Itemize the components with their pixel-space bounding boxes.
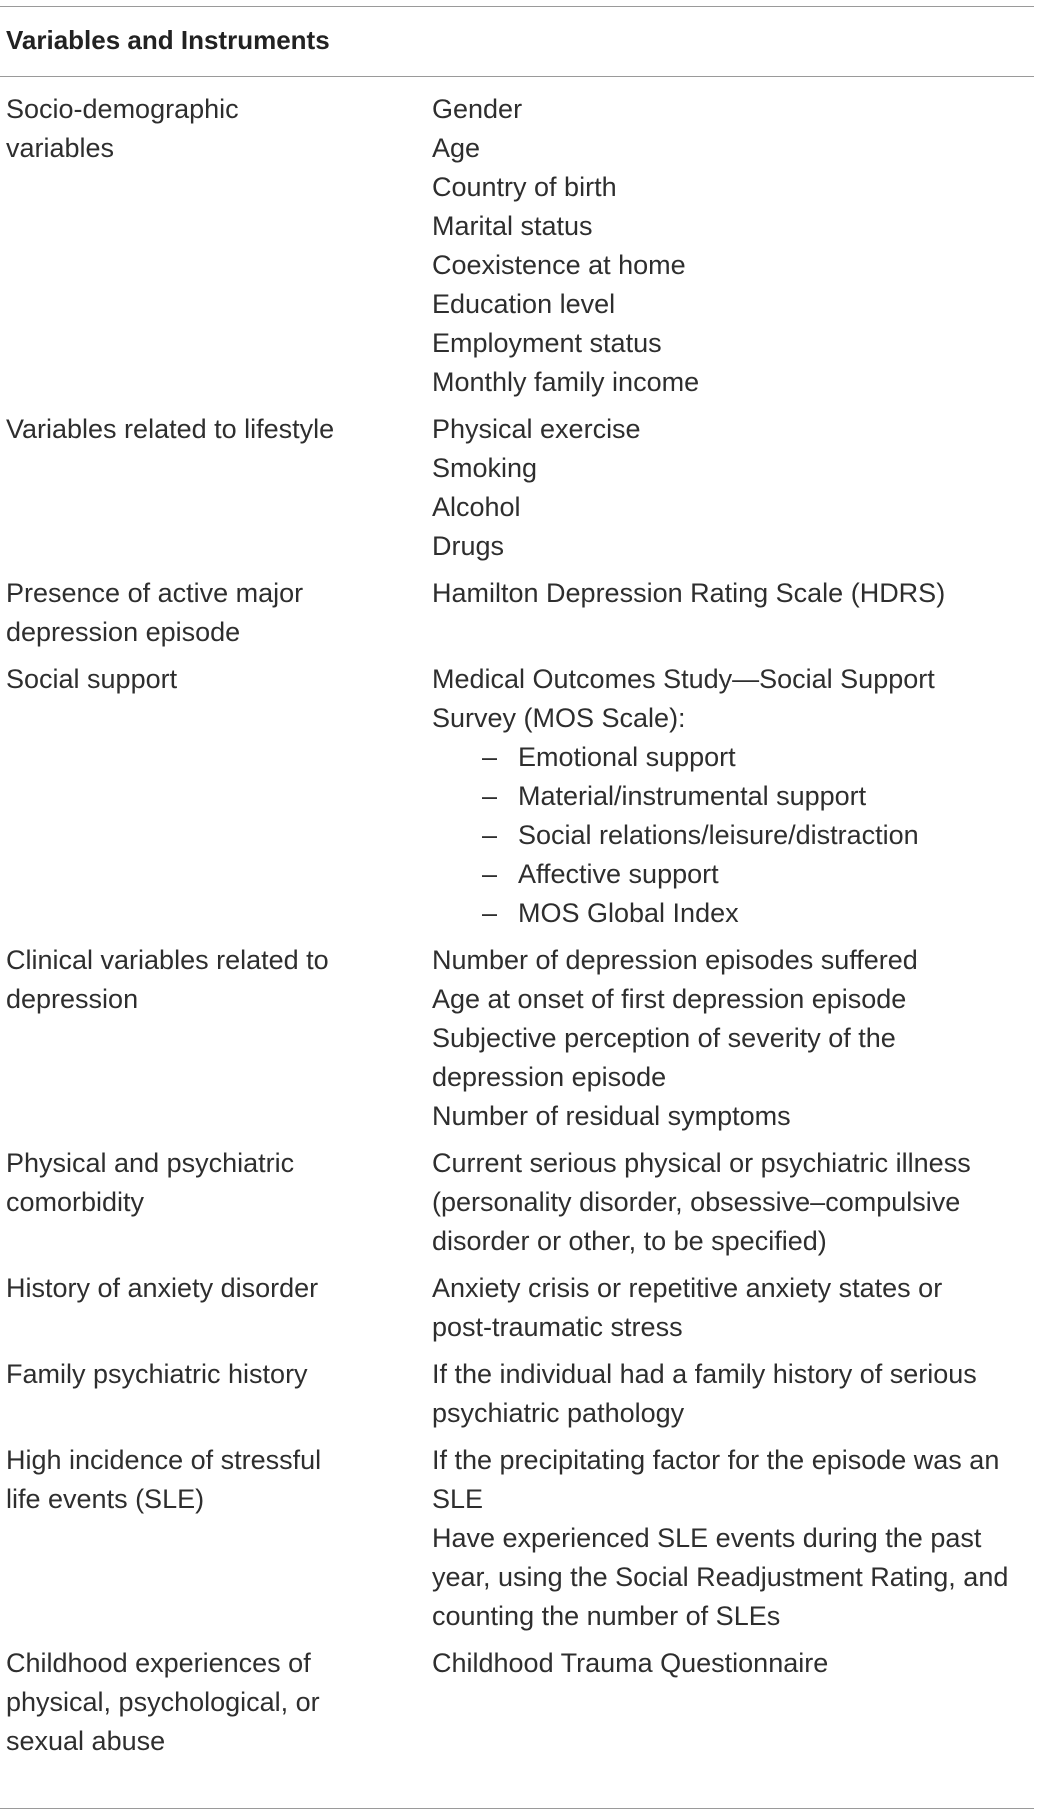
instrument-line: Medical Outcomes Study—Social Support bbox=[432, 664, 935, 694]
variable-cell bbox=[0, 1355, 430, 1433]
variable-cell bbox=[0, 660, 430, 933]
instrument-cell bbox=[430, 1269, 1040, 1347]
instrument-cell bbox=[430, 1144, 1040, 1261]
instrument-line: disorder or other, to be specified) bbox=[432, 1226, 827, 1256]
instrument-line: SLE bbox=[432, 1484, 484, 1514]
table-row bbox=[0, 410, 1040, 566]
table-row bbox=[0, 941, 1040, 1136]
instrument-line: depression episode bbox=[432, 1062, 667, 1092]
subitem-line bbox=[432, 777, 1040, 816]
dash-bullet: – bbox=[482, 898, 498, 928]
dash-bullet: – bbox=[482, 742, 498, 772]
variable-line: Physical and psychiatric bbox=[6, 1148, 295, 1178]
instrument-cell bbox=[430, 1355, 1040, 1433]
instrument-line: Physical exercise bbox=[432, 414, 641, 444]
subitem-line bbox=[432, 894, 1040, 933]
table-row bbox=[0, 1644, 1040, 1761]
subitem-text: MOS Global Index bbox=[518, 898, 739, 928]
variable-line: History of anxiety disorder bbox=[6, 1273, 319, 1303]
instrument-line: Anxiety crisis or repetitive anxiety states or bbox=[432, 1273, 943, 1303]
instrument-line: Have experienced SLE events during the past bbox=[432, 1523, 982, 1553]
instrument-line: Country of birth bbox=[432, 172, 617, 202]
subitem-text: Material/instrumental support bbox=[518, 781, 867, 811]
table-row bbox=[0, 90, 1040, 402]
instrument-line: Smoking bbox=[432, 453, 538, 483]
instrument-line: Survey (MOS Scale): bbox=[432, 703, 686, 733]
variable-line: life events (SLE) bbox=[6, 1484, 205, 1514]
dash-bullet: – bbox=[482, 820, 498, 850]
variable-line: variables bbox=[6, 133, 115, 163]
subitem-text: Affective support bbox=[518, 859, 719, 889]
instrument-line: Marital status bbox=[432, 211, 593, 241]
table-row bbox=[0, 660, 1040, 933]
variable-line: depression episode bbox=[6, 617, 241, 647]
instrument-cell bbox=[430, 574, 1040, 652]
variable-line: High incidence of stressful bbox=[6, 1445, 322, 1475]
instrument-line: Employment status bbox=[432, 328, 662, 358]
dash-bullet: – bbox=[482, 781, 498, 811]
instrument-line: psychiatric pathology bbox=[432, 1398, 685, 1428]
instrument-cell bbox=[430, 410, 1040, 566]
instrument-line: Number of depression episodes suffered bbox=[432, 945, 918, 975]
variable-line: Family psychiatric history bbox=[6, 1359, 308, 1389]
variable-line: physical, psychological, or bbox=[6, 1687, 320, 1717]
table-row bbox=[0, 1355, 1040, 1433]
subitem-line bbox=[432, 816, 1040, 855]
instrument-cell bbox=[430, 90, 1040, 402]
table-row bbox=[0, 1144, 1040, 1261]
table-row bbox=[0, 1269, 1040, 1347]
variable-cell bbox=[0, 1144, 430, 1261]
variable-line: Socio-demographic bbox=[6, 94, 239, 124]
top-rule bbox=[0, 6, 1034, 7]
instrument-line: post-traumatic stress bbox=[432, 1312, 683, 1342]
variable-cell bbox=[0, 1441, 430, 1636]
instrument-line: Age bbox=[432, 133, 481, 163]
variable-cell bbox=[0, 90, 430, 402]
variable-line: depression bbox=[6, 984, 139, 1014]
dash-bullet: – bbox=[482, 859, 498, 889]
variable-line: comorbidity bbox=[6, 1187, 145, 1217]
instrument-line: Hamilton Depression Rating Scale (HDRS) bbox=[432, 578, 946, 608]
instrument-line: Current serious physical or psychiatric illness bbox=[432, 1148, 971, 1178]
variable-line: Childhood experiences of bbox=[6, 1648, 311, 1678]
table-row bbox=[0, 1441, 1040, 1636]
variable-line: Social support bbox=[6, 664, 178, 694]
subitem-text: Social relations/leisure/distraction bbox=[518, 820, 919, 850]
instrument-line: Drugs bbox=[432, 531, 505, 561]
instrument-line: Childhood Trauma Questionnaire bbox=[432, 1648, 829, 1678]
variable-cell bbox=[0, 1644, 430, 1761]
instrument-line: Age at onset of first depression episode bbox=[432, 984, 907, 1014]
bottom-rule bbox=[0, 1808, 1034, 1809]
instrument-line: If the precipitating factor for the episode was an bbox=[432, 1445, 1000, 1475]
variable-line: Variables related to lifestyle bbox=[6, 414, 335, 444]
instrument-line: counting the number of SLEs bbox=[432, 1601, 781, 1631]
instrument-line: Subjective perception of severity of the bbox=[432, 1023, 896, 1053]
variable-cell bbox=[0, 410, 430, 566]
instrument-line: Number of residual symptoms bbox=[432, 1101, 791, 1131]
instrument-line: Education level bbox=[432, 289, 616, 319]
subitem-line bbox=[432, 738, 1040, 777]
instrument-cell bbox=[430, 1441, 1040, 1636]
instrument-line: Coexistence at home bbox=[432, 250, 686, 280]
instrument-line: (personality disorder, obsessive–compulsive bbox=[432, 1187, 961, 1217]
instrument-cell bbox=[430, 660, 1040, 933]
instrument-line: Gender bbox=[432, 94, 523, 124]
variable-line: Presence of active major bbox=[6, 578, 304, 608]
variable-line: Clinical variables related to bbox=[6, 945, 329, 975]
variable-line: sexual abuse bbox=[6, 1726, 166, 1756]
table-row bbox=[0, 574, 1040, 652]
instrument-line: Alcohol bbox=[432, 492, 521, 522]
subitem-text: Emotional support bbox=[518, 742, 736, 772]
instrument-cell bbox=[430, 1644, 1040, 1761]
subitem-line bbox=[432, 855, 1040, 894]
table-header: Variables and Instruments bbox=[6, 25, 330, 55]
instrument-line: Monthly family income bbox=[432, 367, 700, 397]
instrument-cell bbox=[430, 941, 1040, 1136]
table-body bbox=[0, 90, 1040, 1769]
instrument-line: year, using the Social Readjustment Rating, and bbox=[432, 1562, 1009, 1592]
variable-cell bbox=[0, 574, 430, 652]
variable-cell bbox=[0, 941, 430, 1136]
variable-cell bbox=[0, 1269, 430, 1347]
instrument-line: If the individual had a family history of serious bbox=[432, 1359, 977, 1389]
header-rule bbox=[0, 76, 1034, 77]
